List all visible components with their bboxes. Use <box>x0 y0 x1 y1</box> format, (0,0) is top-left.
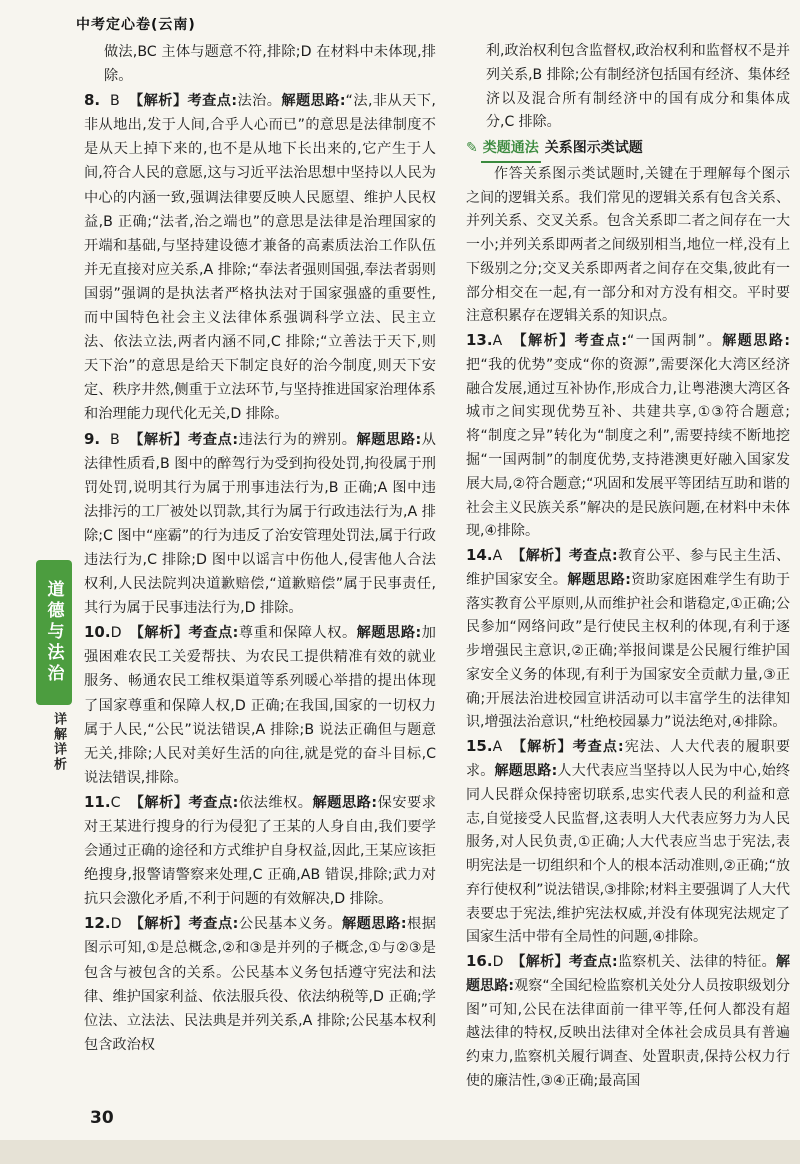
analysis-label: 【解析】 <box>129 794 189 811</box>
analysis-label: 【解析】 <box>129 431 189 448</box>
keypoint-text: 尊重和保障人权。 <box>238 625 357 642</box>
approach-label: 解题思路: <box>341 916 407 933</box>
explanation-text: 把“我的优势”变成“你的资源”,需要深化大湾区经济融合发展,通过互补协作,形成合力,让粤港澳大湾区各城市之间实现优势互补、共建共享,①③符合题意;将“制度之异”转化为“制度之利”,需要持续不断地挖掘“一国两制”的制度优势,支持港澳更好融入国家发展大局,②符合题意;“巩固和发展平等团结互助和谐的社会主义民族关系”解决的是民族问题,在材料中未体现,④排除。 <box>466 356 790 540</box>
approach-label: 解题思路: <box>356 431 422 448</box>
keypoint-label: 考查点: <box>572 739 624 756</box>
explanation-text: 人大代表应当坚持以人民为中心,始终同人民群众保持密切联系,忠实代表人民的利益和意志,自觉接受人民监督,这表明人大代表应努力为人民服务,对人民负责,①正确;人大代表应当忠于宪法,表明宪法是一切组织和个人的根本活动准则,②正确;“放弃行使权利”说法错误,③排除;材料主要强调了人大代表要忠于宪法,维护宪法权威,并没有体现宪法规定了国家生活中带有全局性的问题,④排除。 <box>466 762 791 946</box>
question-number: 14. <box>466 546 493 565</box>
explanation-text: 资助家庭困难学生有助于落实教育公平原则,从而维护社会和谐稳定,①正确;公民参加“网络问政”是行使民主权利的体现,有利于逐步增强民主意识,②正确;举报间谍是公民履行维护国家安全义务的体现,有利于为国家安全贡献力量,③正确;开展法治进校园宣讲活动可以丰富学生的法律知识,增强法治意识,“杜绝校园暴力”说法绝对,④排除。 <box>466 571 791 731</box>
pencil-icon: ✎ <box>466 140 478 157</box>
keypoint-label: 考查点: <box>188 431 238 448</box>
answer-letter: D <box>110 916 122 933</box>
keypoint-text: 教育公平、参与民主生活、维护国家安全。 <box>466 548 791 588</box>
question-number: 15. <box>466 737 493 756</box>
keypoint-label: 考查点: <box>187 93 238 110</box>
approach-label: 解题思路: <box>494 762 558 779</box>
question-answer <box>84 88 436 426</box>
analysis-label: 【解析】 <box>129 625 189 642</box>
tip-heading <box>466 137 790 163</box>
keypoint-text: 违法行为的辨别。 <box>238 431 357 448</box>
answer-letter: A <box>492 739 503 756</box>
question-answer <box>466 950 790 1094</box>
answer-letter: A <box>492 548 503 565</box>
keypoint-label: 考查点: <box>188 916 239 933</box>
tip-badge: 类题通法 <box>481 137 541 163</box>
right-column <box>466 40 790 1094</box>
analysis-label: 【解析】 <box>511 954 569 971</box>
analysis-label: 【解析】 <box>511 548 569 565</box>
bottom-edge <box>0 1140 800 1164</box>
answer-letter: B <box>110 431 120 448</box>
question-number: 12. <box>84 914 111 933</box>
explanation-text: 观察“全国纪检监察机关处分人员按职级划分图”可知,公民在法律面前一律平等,任何人都没有超越法律的特权,反映出法律对全体社会成员具有普遍约束力,监察机关履行调查、处置职责,保持公权力行使的廉洁性,③④正确;最高国 <box>466 977 790 1089</box>
keypoint-label: 考查点: <box>568 548 618 565</box>
question-answer <box>466 735 790 950</box>
approach-label: 解题思路: <box>281 93 346 110</box>
question-answer <box>84 790 436 911</box>
keypoint-text: “一国两制”。 <box>626 333 723 350</box>
answer-letter: D <box>492 954 504 971</box>
question-answer <box>84 911 436 1057</box>
answer-letter: B <box>110 93 120 110</box>
question-number: 9. <box>84 429 101 448</box>
tip-title-text: 关系图示类试题 <box>544 140 643 157</box>
answer-letter: D <box>110 625 122 642</box>
analysis-label: 【解析】 <box>512 739 573 756</box>
continuation-text: 做法,BC 主体与题意不符,排除;D 在材料中未体现,排除。 <box>104 44 436 85</box>
analysis-label: 【解析】 <box>128 93 188 110</box>
subject-tab: 道德与法治 <box>36 560 72 705</box>
approach-label: 解题思路: <box>567 571 631 588</box>
page-header: 中考定心卷(云南) <box>76 17 196 33</box>
explanation-text: 保安要求对王某进行搜身的行为侵犯了王某的人身自由,我们要学会通过正确的途径和方式维护自身权益,因此,王某应该拒绝搜身,报警请警察来处理,C 正确,AB 错误,排除;武力对抗只会激化矛盾,不利于问题的有效解决,D 排除。 <box>84 794 436 908</box>
question-answer <box>466 544 790 735</box>
approach-label: 解题思路: <box>312 794 378 811</box>
keypoint-text: 法治。 <box>237 93 282 110</box>
keypoint-text: 公民基本义务。 <box>238 916 342 933</box>
question-number: 8. <box>84 91 101 110</box>
keypoint-text: 监察机关、法律的特征。 <box>617 954 777 971</box>
page-number: 30 <box>90 1108 114 1128</box>
explanation-text: “法,非从天下,非从地出,发于人间,合乎人心而已”的意思是法律制度不是从天上掉下来的,也不是从地下长出来的,它产生于人间,符合人民的意愿,这与习近平法治思想中坚持以人民为中心的内涵一致,强调法律要反映人民愿望、维护人民权益,B 正确;“法者,治之端也”的意思是法律是治理国家的开端和基础,与坚持建设德才兼备的高素质法治工作队伍并无直接对应关系,A 排除;“奉法者强则国强,奉法者弱则国弱”强调的是执法者严格执法对于国家强盛的重要性,而中国特色社会主义法律体系强调科学立法、民主立法、依法立法,两者内涵不同,C 排除;“立善法于天下,则天下治”的意思是给天下制定良好的治今制度,则天下安定、秩序井然,侧重于立法环节,与坚持推进国家治理体系和治理能力现代化无关,D 排除。 <box>84 93 436 423</box>
tip-body: 作答关系图示类试题时,关键在于理解每个图示之间的逻辑关系。我们常见的逻辑关系有包含关系、并列关系、交叉关系。包含关系即二者之间存在一大一小;并列关系即两者之间级别相当,地位一样,没有上下级别之分;交叉关系即两者之间存在交集,彼此有一部分相交在一起,有一部分和对方没有相交。平时要注意积累存在逻辑关系的知识点。 <box>466 165 790 325</box>
left-column <box>84 40 436 1057</box>
answer-letter: A <box>492 333 503 350</box>
continuation-text: 利,政治权利包含监督权,政治权利和监督权不是并列关系,B 排除;公有制经济包括国有经济、集体经济以及混合所有制经济中的国有成分和集体成分,C 排除。 <box>486 43 790 131</box>
question-number: 10. <box>84 623 111 642</box>
explanation-text: 从法律性质看,B 图中的醉驾行为受到拘役处罚,拘役属于刑罚处罚,说明其行为属于刑事违法行为,B 正确;A 图中违法排污的工厂被处以罚款,其行为属于行政违法行为,A 排除;C 图中“座霸”的行为违反了治安管理处罚法,属于行政违法行为,C 排除;D 图中以谣言中伤他人,侵害他人合法权利,人民法院判决道歉赔偿,“道歉赔偿”属于民事责任,其行为属于民事违法行为,D 排除。 <box>84 431 436 617</box>
question-answer <box>84 427 436 621</box>
keypoint-text: 宪法、人大代表的履职要求。 <box>466 739 791 779</box>
question-answer <box>466 329 790 544</box>
analysis-label: 【解析】 <box>129 916 189 933</box>
keypoint-label: 考查点: <box>188 794 239 811</box>
analysis-label: 【解析】 <box>512 333 575 350</box>
explanation-text: 根据图示可知,①是总概念,②和③是并列的子概念,①与②③是包含与被包含的关系。公民基本义务包括遵守宪法和法律、维护国家利益、依法服兵役、依法纳税等,D 正确;学位法、立法法、民法典是并列关系,A 排除;公民基本权利包含政治权 <box>84 916 436 1053</box>
answer-letter: C <box>110 794 121 811</box>
keypoint-label: 考查点: <box>568 954 618 971</box>
question-number: 16. <box>466 952 493 971</box>
question-number: 11. <box>84 792 111 811</box>
keypoint-text: 依法维权。 <box>238 794 313 811</box>
explanation-text: 加强困难农民工关爱帮扶、为农民工提供精准有效的就业服务、畅通农民工维权渠道等系列暖心举措的提出体现了国家尊重和保障人权,D 正确;在我国,国家的一切权力属于人民,“公民”说法错误,A 排除;B 说法正确但与题意无关,排除;人民对美好生活的向往,就是党的奋斗目标,C 说法错误,排除。 <box>84 625 436 786</box>
keypoint-label: 考查点: <box>574 333 627 350</box>
approach-label: 解题思路: <box>722 333 790 350</box>
approach-label: 解题思路: <box>356 625 422 642</box>
section-label: 详解详析 <box>51 712 66 772</box>
approach-label: 解题思路: <box>466 954 791 994</box>
question-answer <box>84 620 436 790</box>
question-number: 13. <box>466 331 493 350</box>
keypoint-label: 考查点: <box>188 625 239 642</box>
